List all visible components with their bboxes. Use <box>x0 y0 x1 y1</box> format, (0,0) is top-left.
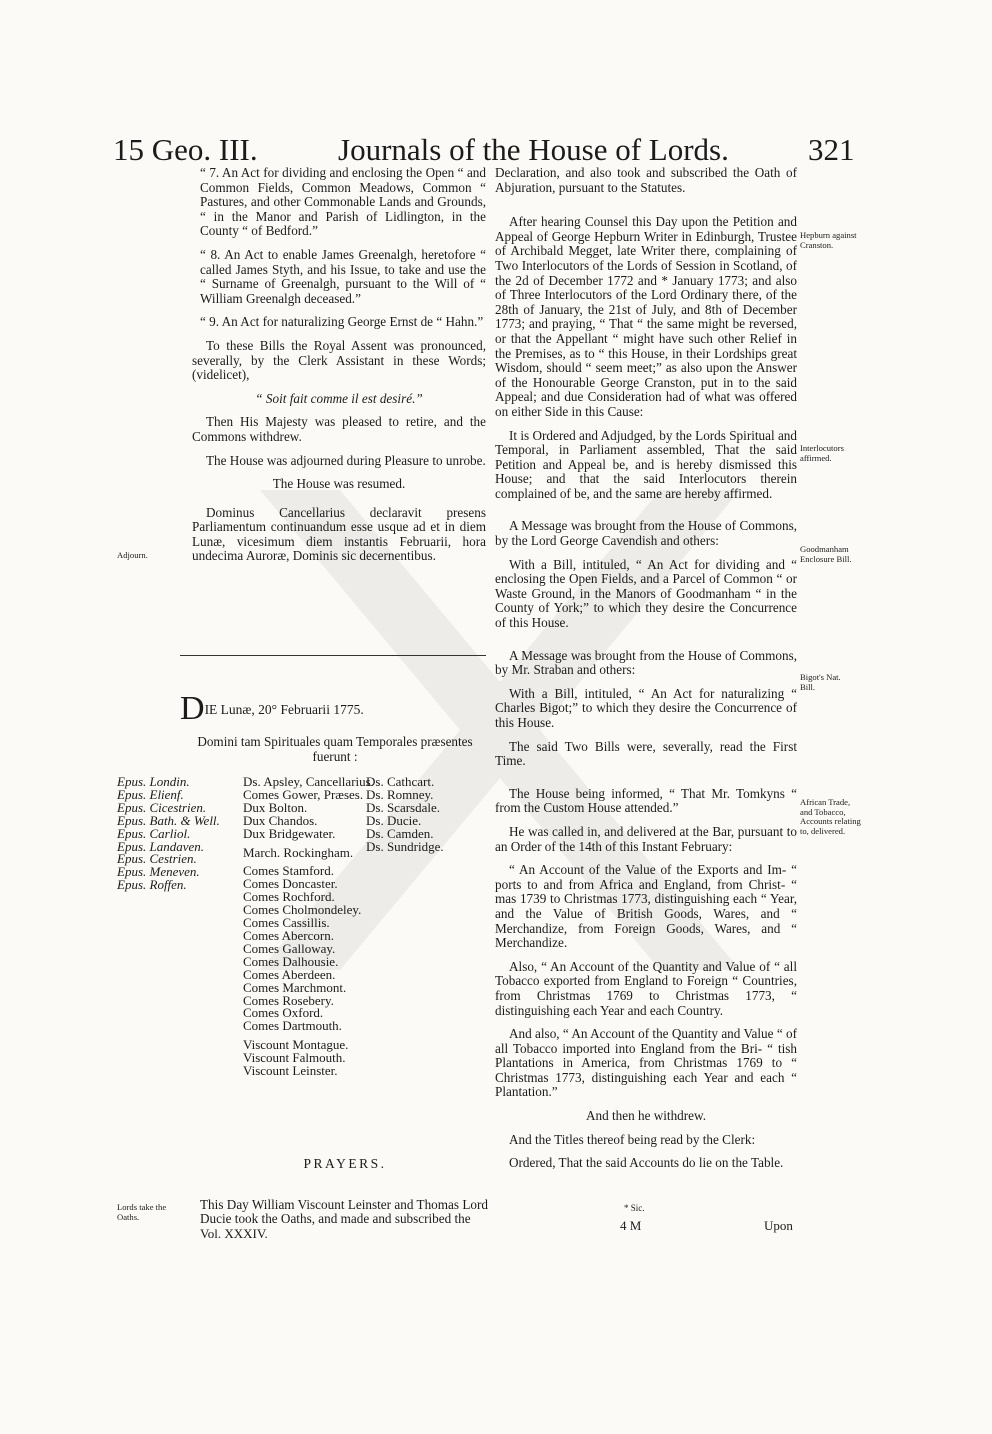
adjourned-paragraph: The House was adjourned during Pleasure to unrobe. <box>206 452 486 468</box>
peer-entry: Viscount Falmouth. <box>243 1050 346 1066</box>
hepburn-appeal-paragraph: After hearing Counsel this Day upon the Petition and Appeal of George Hepburn Writer in Edinburgh, Trustee of Archibald Megget, late Writer there, complaining of Two Interlocutors of the Lords of Session in Scotland, of the 2d of December 1772 and * January 1773; and also of Three Interlocutors of the Lord Ordinary there, of the 28th of January, the 21st of July, and 8th of December 1773; and praying, “ That “ the same might be reversed, or that the Appellant “ might have such other Relief in the Premises, as to “ this House, in their Lordships great Wisdom, should “ seem meet;” as also upon the Answer of the Honourable George Cranston, put in to the said Appeal; and due Consideration had of what was offered on either Side in this Cause: <box>495 214 797 419</box>
footnote: * Sic. <box>624 1203 645 1213</box>
message-straban-paragraph: A Message was brought from the House of Commons, by Mr. Straban and others: <box>495 647 797 678</box>
margin-note-african-trade: African Trade, and Tobacco, Accounts relating to, delivered. <box>800 797 861 836</box>
margin-note-goodmanham: Goodmanham Enclosure Bill. <box>800 544 852 564</box>
prayers-heading: PRAYERS. <box>303 1156 387 1171</box>
bishop-entry: Epus. Roffen. <box>117 877 187 893</box>
lords-present-heading: Domini tam Spirituales quam Temporales præsentes fuerunt : <box>197 734 473 764</box>
baron-entry: Ds. Camden. <box>366 825 434 841</box>
ordered-adjudged-paragraph: It is Ordered and Adjudged, by the Lords Spiritual and Temporal, in Parliament assembled, That the said Petition and Appeal be, and is hereby dismissed this House; and that the said Interlocutors therein complained of be, and the same are hereby affirmed. <box>495 427 797 501</box>
peer-entry: Comes Aberdeen. <box>243 966 336 982</box>
peer-entry: Comes Oxford. <box>243 1005 324 1021</box>
peer-entry: Comes Rochford. <box>243 889 335 905</box>
called-in-paragraph: He was called in, and delivered at the Bar, pursuant to an Order of the 14th of this Instant February: <box>495 823 797 854</box>
margin-note-lords-oaths: Lords take the Oaths. <box>117 1202 167 1222</box>
ordered-table-line: Ordered, That the said Accounts do lie on the Table. <box>509 1155 784 1171</box>
peer-entry: Comes Marchmont. <box>243 979 347 995</box>
peers-list <box>243 776 374 1078</box>
day-heading-text: IE Lunæ, 20° Februarii 1775. <box>204 702 364 717</box>
account-tobacco-exported-paragraph: Also, “ An Account of the Quantity and Value of “ all Tobacco exported from England to Foreign “ Countries, from Christmas 1769 to Christmas 1773, “ distinguishing each Year and each Country. <box>495 958 797 1018</box>
signature-mark: 4 M <box>620 1218 642 1233</box>
header-reign: 15 Geo. III. <box>113 132 258 167</box>
bishop-entry: Epus. Elienf. <box>117 786 184 802</box>
section-divider <box>180 655 486 656</box>
peer-entry: Ds. Apsley, Cancellarius. <box>243 774 374 789</box>
royal-assent-paragraph: To these Bills the Royal Assent was pronounced, severally, by the Clerk Assistant in these Words; (videlicet), <box>192 337 486 383</box>
adjourn-latin-paragraph: Dominus Cancellarius declaravit presens Parliamentum continuandum esse usque ad et in diem Lunæ, vicesimum diem instantis Februarii, hora undecima Auroræ, Dominis sic decernentibus. <box>192 504 486 564</box>
peer-entry: Comes Cassillis. <box>243 915 330 931</box>
left-column <box>192 166 486 573</box>
header-title: Journals of the House of Lords. <box>338 132 729 167</box>
volume-number: Vol. XXXIV. <box>200 1226 268 1241</box>
oath-paragraph: This Day William Viscount Leinster and Thomas Lord Ducie took the Oaths, and made and subscribed the <box>200 1197 488 1226</box>
peer-entry: Viscount Montague. <box>243 1037 349 1053</box>
bishop-entry: Epus. Cicestrien. <box>117 799 207 815</box>
baron-entry: Ds. Sundridge. <box>366 838 444 854</box>
titles-read-line: And the Titles thereof being read by the Clerk: <box>509 1131 756 1147</box>
bishop-entry: Epus. Londin. <box>117 774 190 789</box>
peer-entry: Comes Cholmondeley. <box>243 902 362 918</box>
peer-entry: Dux Chandos. <box>243 812 318 828</box>
drop-cap: D <box>180 690 205 727</box>
page-number: 321 <box>808 132 855 167</box>
bishops-list <box>117 776 220 892</box>
bill-8: “ 8. An Act to enable James Greenalgh, heretofore “ called James Styth, and his Issue, to take and use the “ Surname of Greenalgh, pursuant to the Will of “ William Greenalgh deceased.” <box>200 246 486 306</box>
peer-entry: Comes Abercorn. <box>243 927 334 943</box>
peer-entry: Comes Rosebery. <box>243 992 334 1008</box>
declaration-paragraph: Declaration, and also took and subscribed the Oath of Abjuration, pursuant to the Statutes. <box>495 165 797 195</box>
bishop-entry: Epus. Cestrien. <box>117 851 197 867</box>
withdrew-line: And then he withdrew. <box>585 1108 706 1124</box>
margin-note-adjourn: Adjourn. <box>117 550 148 560</box>
right-column <box>495 166 797 1180</box>
margin-note-bigot: Bigot's Nat. Bill. <box>800 672 841 692</box>
peer-entry: Comes Gower, Præses. <box>243 786 364 802</box>
peer-entry: Dux Bolton. <box>243 799 308 815</box>
peer-entry: Dux Bridgewater. <box>243 825 336 841</box>
peer-entry: Comes Doncaster. <box>243 876 338 892</box>
peer-entry: Comes Dalhousie. <box>243 953 339 969</box>
bishop-entry: Epus. Bath. & Well. <box>117 812 220 828</box>
baron-entry: Ds. Scarsdale. <box>366 799 441 815</box>
bishop-entry: Epus. Landaven. <box>117 838 205 854</box>
bishop-entry: Epus. Meneven. <box>117 864 200 880</box>
soit-fait-line: “ Soit fait comme il est desiré.” <box>255 390 423 406</box>
account-tobacco-imported-paragraph: And also, “ An Account of the Quantity and Value “ of all Tobacco imported into England from the Bri- “ tish Plantations in America, from Christmas 1769 to “ Christmas 1773, distinguishing each Year and each “ Plantation.” <box>495 1026 797 1100</box>
peer-entry: March. Rockingham. <box>243 844 354 860</box>
bill-7: “ 7. An Act for dividing and enclosing the Open “ and Common Fields, Common Meadows, Common “ Pastures, and other Commonable Lands and Grounds, “ in the Manor and Parish of Lidlington, in the County “ of Bedford.” <box>200 165 486 239</box>
peer-entry: Comes Galloway. <box>243 940 336 956</box>
tomkyns-paragraph: The House being informed, “ That Mr. Tomkyns “ from the Custom House attended.” <box>495 785 797 816</box>
peer-entry: Comes Dartmouth. <box>243 1018 342 1034</box>
peer-entry: Comes Stamford. <box>243 863 334 879</box>
baron-entry: Ds. Cathcart. <box>366 774 435 789</box>
day-heading <box>180 690 364 728</box>
baron-entry: Ds. Ducie. <box>366 812 422 828</box>
message-cavendish-paragraph: A Message was brought from the House of Commons, by the Lord George Cavendish and others: <box>495 518 797 549</box>
retire-paragraph: Then His Majesty was pleased to retire, and the Commons withdrew. <box>192 414 486 444</box>
bill-9: “ 9. An Act for naturalizing George Ernst de “ Hahn.” <box>200 314 484 330</box>
account-africa-paragraph: “ An Account of the Value of the Exports and Im- “ ports to and from Africa and England, from Christ- “ mas 1739 to Christmas 1773, distinguishing each “ Year, and the Value of British Goods, Wares, and “ Merchandize, from Foreign Goods, Wares, and “ Merchandize. <box>495 862 797 951</box>
baron-entry: Ds. Romney. <box>366 786 434 802</box>
barons-list <box>366 776 444 853</box>
resumed-line: The House was resumed. <box>272 476 406 492</box>
margin-note-interlocutors: Interlocutors affirmed. <box>800 443 844 463</box>
first-time-paragraph: The said Two Bills were, severally, read the First Time. <box>495 738 797 769</box>
bill-bigot-paragraph: With a Bill, intituled, “ An Act for naturalizing “ Charles Bigot;” to which they desire the Concurrence of this House. <box>495 685 797 730</box>
catchword: Upon <box>764 1218 793 1233</box>
peer-entry: Viscount Leinster. <box>243 1063 338 1079</box>
bishop-entry: Epus. Carliol. <box>117 825 191 841</box>
margin-note-hepburn: Hepburn against Cranston. <box>800 230 857 250</box>
bill-goodmanham-paragraph: With a Bill, intituled, “ An Act for dividing and “ enclosing the Open Fields, and a Parcel of Common “ or Waste Ground, in the Manors of Goodmanham “ in the County of York;” to which they desire the Concurrence of this House. <box>495 556 797 631</box>
